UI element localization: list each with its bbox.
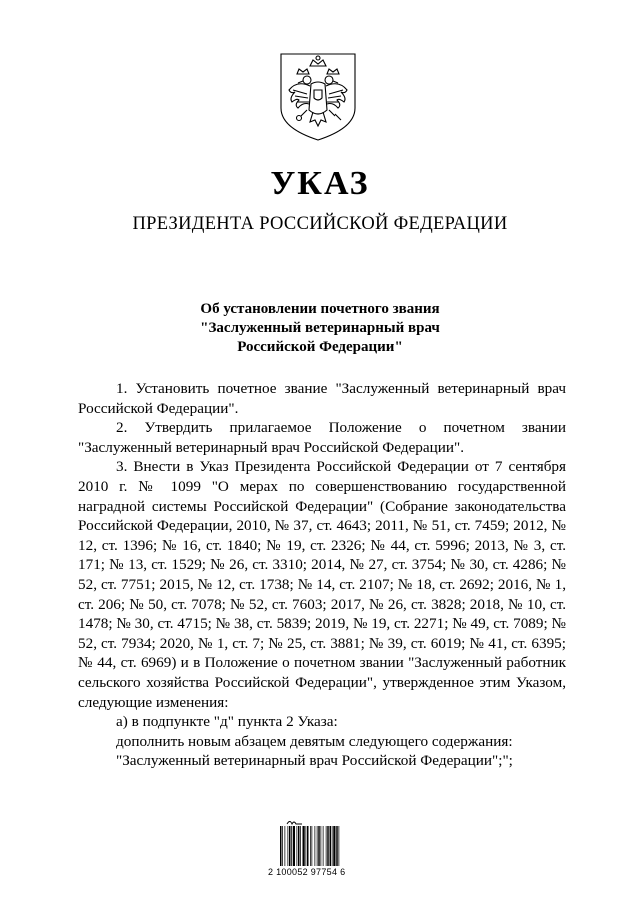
paragraph-3a-text: дополнить новым абзацем девятым следующего содержания: (116, 732, 513, 750)
paragraph-3a: а) в подпункте "д" пункта 2 Указа: (116, 713, 338, 731)
paragraph-3a-quote: "Заслуженный ветеринарный врач Российской Федерации";"; (116, 752, 513, 770)
decree-body (78, 379, 566, 771)
paragraph-1: 1. Установить почетное звание "Заслуженный ветеринарный врач Российской Федерации". (78, 380, 566, 417)
paragraph-2: 2. Утвердить прилагаемое Положение о почетном звании "Заслуженный ветеринарный врач Российской Федерации". (78, 419, 566, 456)
heading-line-2: "Заслуженный ветеринарный врач (200, 320, 440, 336)
barcode-number: 2 100052 97754 6 (268, 867, 346, 877)
document-subtitle: ПРЕЗИДЕНТА РОССИЙСКОЙ ФЕДЕРАЦИИ (132, 214, 508, 234)
barcode-icon (280, 826, 364, 866)
heading-line-3: Российской Федерации" (237, 339, 403, 355)
decree-heading (0, 300, 640, 357)
coat-of-arms-icon (277, 50, 359, 142)
handwritten-mark-icon (286, 818, 304, 826)
heading-line-1: Об установлении почетного звания (200, 301, 440, 317)
paragraph-3: 3. Внести в Указ Президента Российской Федерации от 7 сентября 2010 г. № 1099 "О мерах по совершенствованию государственной наградной системы Российской Федерации" (Собрание законодательства Российской Федерации, 2010, № 37, ст. 4643; 2011, № 51, ст. 7459; 2012, № 12, ст. 1396; № 16, ст. 1840; № 19, ст. 2326; № 44, ст. 5996; 2013, № 3, ст. 171; № 13, ст. 1529; № 26, ст. 3310; 2014, № 27, ст. 3754; № 30, ст. 4286; № 52, ст. 7751; 2015, № 12, ст. 1738; № 14, ст. 2107; № 18, ст. 2692; 2016, № 1, ст. 206; № 50, ст. 7078; № 52, ст. 7603; 2017, № 26, ст. 3828; 2018, № 10, ст. 1478; № 30, ст. 4715; № 38, ст. 5839; 2019, № 19, ст. 2271; № 49, ст. 7089; № 52, ст. 7934; 2020, № 1, ст. 7; № 25, ст. 3881; № 39, ст. 6019; № 41, ст. 6395; № 44, ст. 6969) и в Положение о почетном звании "Заслуженный работник сельского хозяйства Российской Федерации", утвержденное этим Указом, следующие изменения: (78, 458, 567, 711)
document-title: УКАЗ (270, 165, 370, 202)
